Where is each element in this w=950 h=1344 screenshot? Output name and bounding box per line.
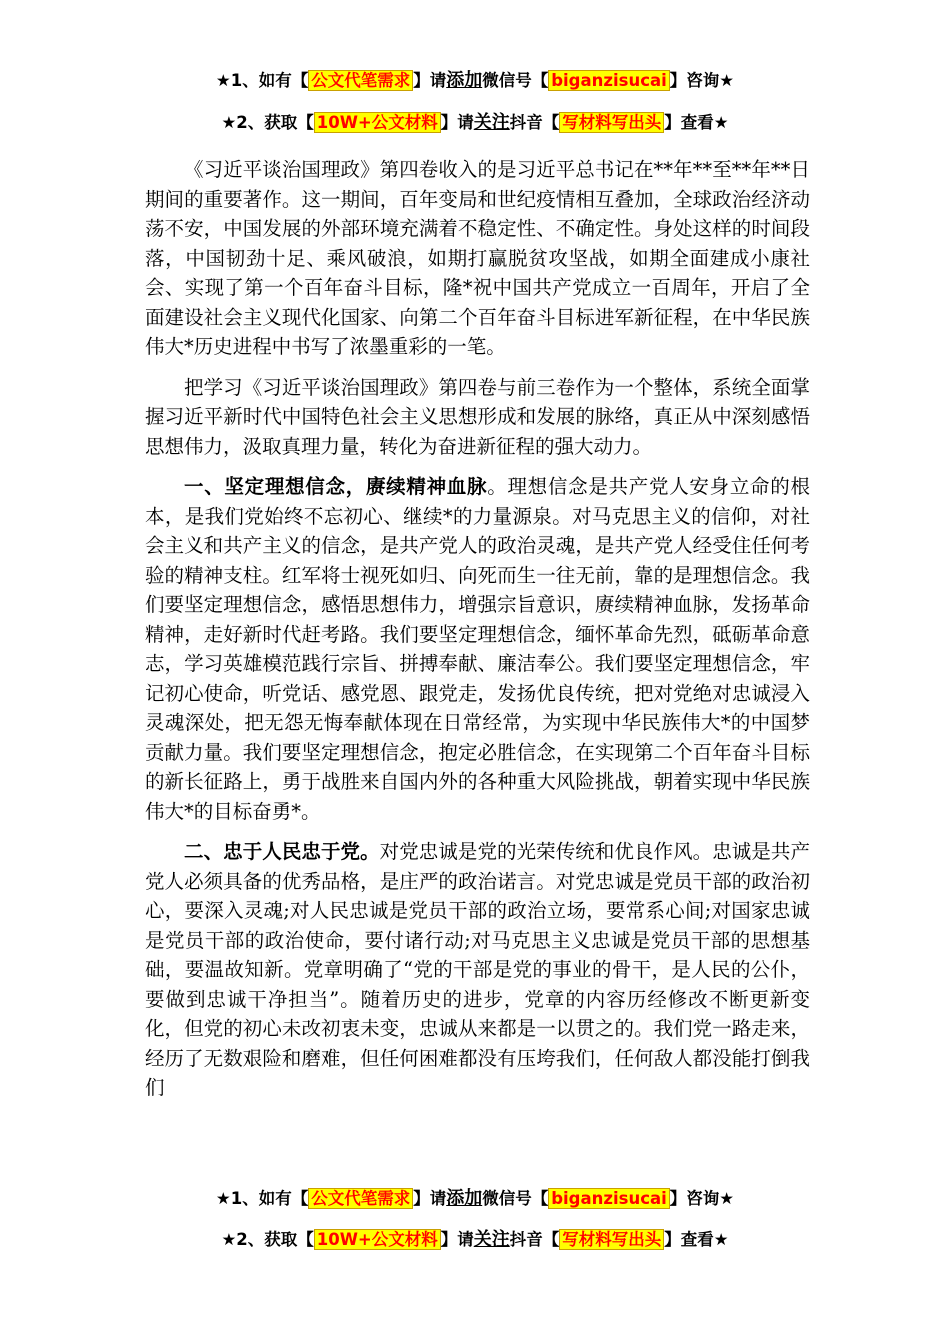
highlight-ghostwriting: 公文代笔需求 xyxy=(308,70,413,91)
highlight-ghostwriting: 公文代笔需求 xyxy=(308,1188,413,1209)
header-promo-line-2: ★2、获取【 10W+公文材料 】请关注抖音【 写材料写出头 】查看★ xyxy=(221,112,729,133)
highlight-materials: 10W+公文材料 xyxy=(314,1229,441,1250)
section-1-heading: 一、坚定理想信念，赓续精神血脉 xyxy=(184,475,488,498)
paragraph-section-2: 二、忠于人民忠于党。对党忠诚是党的光荣传统和优良作风。忠诚是共产党人必须具备的优秀品格，是庄严的政治诺言。对党忠诚是党员干部的政治初心，要深入灵魂;对人民忠诚是党员干部的政治立场，要常系心间;对国家忠诚是党员干部的政治使命，要付诸行动;对马克思主义忠诚是党员干部的思想基础，要温故知新。党章明确了“党的干部是党的事业的骨干，是人民的公仆，要做到忠诚干净担当”。随着历史的进步，党章的内容历经修改不断更新变化，但党的初心未改初衷未变，忠诚从来都是一以贯之的。我们党一路走来，经历了无数艰险和磨难，但任何困难都没有压垮我们，任何敌人都没能打倒我们 xyxy=(145,840,810,1099)
highlight-materials: 10W+公文材料 xyxy=(314,112,441,133)
highlight-wechat-id: biganzisucai xyxy=(548,70,670,91)
highlight-douyin-account: 写材料写出头 xyxy=(559,112,664,133)
paragraph-study: 把学习《习近平谈治国理政》第四卷与前三卷作为一个整体，系统全面掌握习近平新时代中国特色社会主义思想形成和发展的脉络，真正从中深刻感悟思想伟力，汲取真理力量，转化为奋进新征程的强大动力。 xyxy=(145,375,810,458)
section-2-heading: 二、忠于人民忠于党。 xyxy=(184,840,380,863)
highlight-douyin-account: 写材料写出头 xyxy=(559,1229,664,1250)
paragraph-intro: 《习近平谈治国理政》第四卷收入的是习近平总书记在**年**至**年**日期间的重要著作。这一期间，百年变局和世纪疫情相互叠加，全球政治经济动荡不安，中国发展的外部环境充满着不稳定性、不确定性。身处这样的时间段落，中国韧劲十足、乘风破浪，如期打赢脱贫攻坚战，如期全面建成小康社会、实现了第一个百年奋斗目标，隆*祝中国共产党成立一百周年，开启了全面建设社会主义现代化国家、向第二个百年奋斗目标进军新征程，在中华民族伟大*历史进程中书写了浓墨重彩的一笔。 xyxy=(145,158,810,358)
header-promo-line-1: ★1、如有【 公文代笔需求 】请添加微信号【 biganzisucai 】咨询★ xyxy=(215,70,735,91)
footer-promo-line-1: ★1、如有【 公文代笔需求 】请添加微信号【 biganzisucai 】咨询★ xyxy=(215,1188,735,1209)
highlight-wechat-id: biganzisucai xyxy=(548,1188,670,1209)
document-body xyxy=(145,155,810,1114)
paragraph-section-1: 一、坚定理想信念，赓续精神血脉。理想信念是共产党人安身立命的根本，是我们党始终不忘初心、继续*的力量源泉。对马克思主义的信仰，对社会主义和共产主义的信念，是共产党人的政治灵魂，是共产党人经受住任何考验的精神支柱。红军将士视死如归、向死而生一往无前，靠的是理想信念。我们要坚定理想信念，感悟思想伟力，增强宗旨意识，赓续精神血脉，发扬革命精神，走好新时代赶考路。我们要坚定理想信念，缅怀革命先烈，砥砺革命意志，学习英雄模范践行宗旨、拼搏奉献、廉洁奉公。我们要坚定理想信念，牢记初心使命，听党话、感党恩、跟党走，发扬优良传统，把对党绝对忠诚浸入灵魂深处，把无怨无悔奉献体现在日常经常，为实现中华民族伟大*的中国梦贡献力量。我们要坚定理想信念，抱定必胜信念，在实现第二个百年奋斗目标的新长征路上，勇于战胜来自国内外的各种重大风险挑战，朝着实现中华民族伟大*的目标奋勇*。 xyxy=(145,475,810,823)
footer-promo-line-2: ★2、获取【 10W+公文材料 】请关注抖音【 写材料写出头 】查看★ xyxy=(221,1229,729,1250)
